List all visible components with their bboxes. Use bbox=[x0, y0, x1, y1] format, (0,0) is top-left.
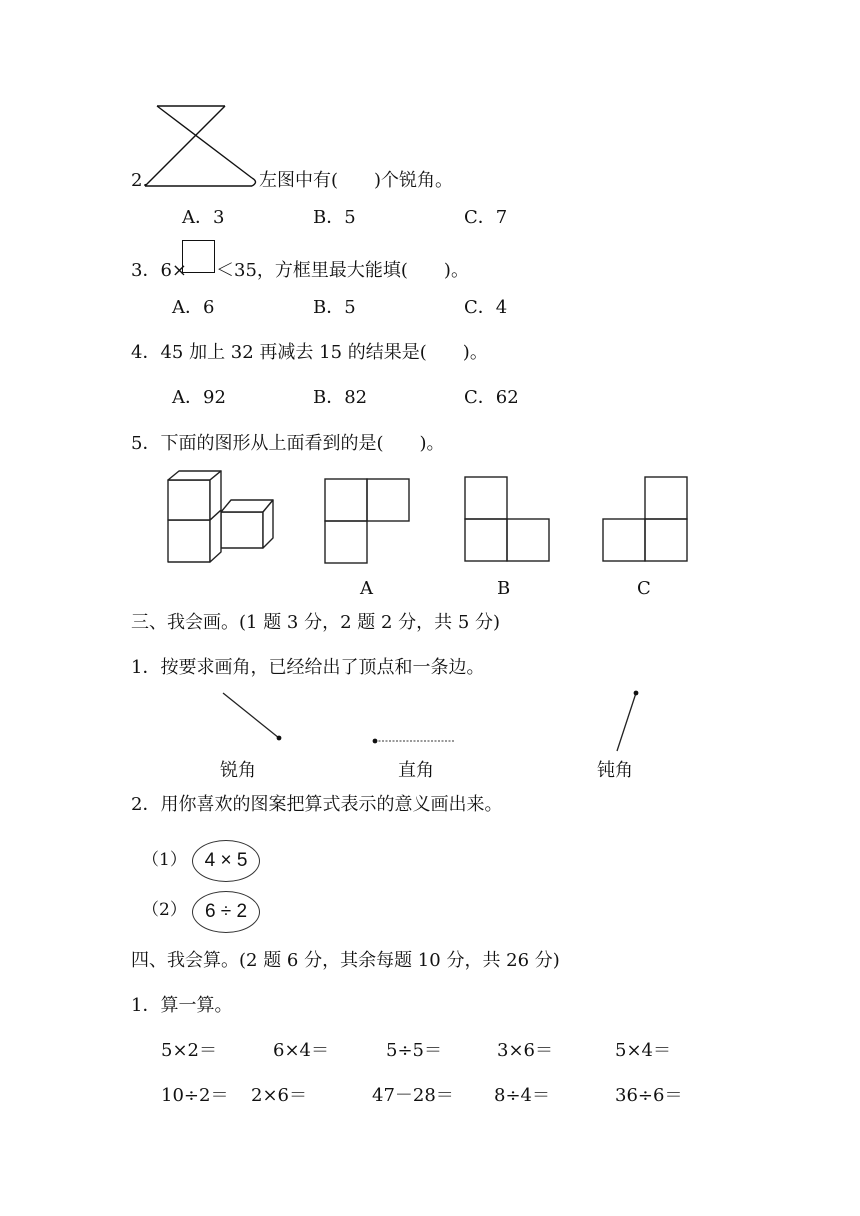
section3-q1: 1．按要求画角，已经给出了顶点和一条边。 bbox=[131, 657, 485, 678]
calc-r1-4: 3×6＝ bbox=[497, 1040, 553, 1061]
calc-r1-2: 6×4＝ bbox=[273, 1040, 329, 1061]
q3-option-a: A．6 bbox=[172, 297, 215, 318]
q4-option-a: A．92 bbox=[172, 387, 226, 408]
q2-option-b: B．5 bbox=[313, 207, 356, 228]
q3-suffix: ＜35，方框里最大能填( )。 bbox=[216, 260, 469, 281]
expression-oval-2 bbox=[192, 891, 260, 933]
calc-r2-2: 2×6＝ bbox=[251, 1085, 307, 1106]
option-b-figure bbox=[464, 476, 554, 566]
section4-q1: 1．算一算。 bbox=[131, 995, 233, 1016]
calc-r2-4: 8÷4＝ bbox=[494, 1085, 550, 1106]
q2-number: 2. bbox=[131, 170, 149, 191]
obtuse-angle-label: 钝角 bbox=[597, 760, 633, 780]
q3-option-c: C．4 bbox=[464, 297, 508, 318]
q4-option-c: C．62 bbox=[464, 387, 519, 408]
q2-option-a: A．3 bbox=[182, 207, 225, 228]
q5-label-b: B bbox=[497, 578, 511, 599]
section4-heading: 四、我会算。(2 题 6 分，其余每题 10 分，共 26 分) bbox=[131, 950, 560, 971]
hourglass-figure bbox=[140, 100, 260, 190]
q5-text: 5．下面的图形从上面看到的是( )。 bbox=[131, 433, 445, 454]
q4-option-b: B．82 bbox=[313, 387, 368, 408]
calc-r1-1: 5×2＝ bbox=[161, 1040, 217, 1061]
acute-angle-ray[interactable] bbox=[215, 690, 295, 750]
option-a-figure bbox=[324, 478, 414, 568]
acute-angle-label: 锐角 bbox=[220, 760, 256, 780]
answer-box[interactable] bbox=[182, 240, 215, 273]
q3-option-b: B．5 bbox=[313, 297, 356, 318]
calc-r1-5: 5×4＝ bbox=[615, 1040, 671, 1061]
right-angle-ray[interactable] bbox=[370, 732, 460, 752]
cube-stack-figure bbox=[165, 470, 285, 570]
calc-r2-1: 10÷2＝ bbox=[161, 1085, 229, 1106]
calc-r1-3: 5÷5＝ bbox=[386, 1040, 442, 1061]
expression-1: 4 × 5 bbox=[204, 850, 248, 871]
q5-label-a: A bbox=[360, 578, 373, 599]
q5-label-c: C bbox=[637, 578, 651, 599]
calc-r2-3: 47－28＝ bbox=[372, 1085, 454, 1106]
q2-text: 左图中有( )个锐角。 bbox=[259, 170, 454, 191]
expression-oval-1 bbox=[192, 840, 260, 882]
option-c-figure bbox=[602, 476, 692, 566]
q3-prefix: 3．6× bbox=[131, 260, 187, 281]
calc-r2-5: 36÷6＝ bbox=[615, 1085, 683, 1106]
section3-q2: 2．用你喜欢的图案把算式表示的意义画出来。 bbox=[131, 794, 503, 815]
item1-label: （1） bbox=[142, 850, 187, 870]
right-angle-label: 直角 bbox=[398, 760, 434, 780]
obtuse-angle-ray[interactable] bbox=[610, 688, 650, 758]
item2-label: （2） bbox=[142, 900, 187, 920]
q4-text: 4．45 加上 32 再减去 15 的结果是( )。 bbox=[131, 342, 488, 363]
q2-option-c: C．7 bbox=[464, 207, 508, 228]
expression-2: 6 ÷ 2 bbox=[204, 901, 248, 922]
section3-heading: 三、我会画。(1 题 3 分，2 题 2 分，共 5 分) bbox=[131, 612, 501, 633]
